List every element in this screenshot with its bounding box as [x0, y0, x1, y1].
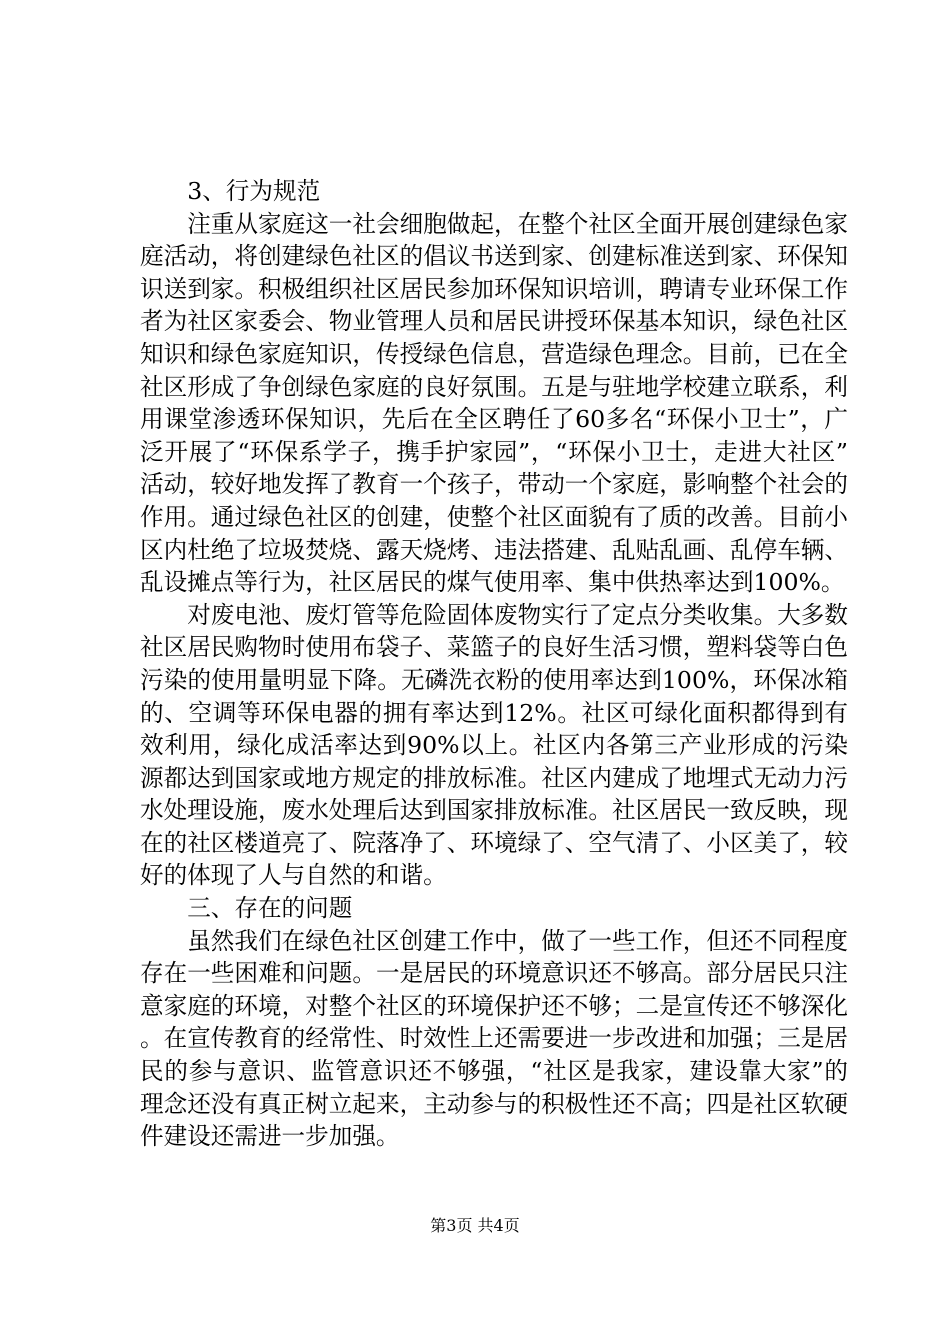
section-heading-existing-problems: 三、存在的问题 — [187, 894, 353, 923]
section-heading-behavior-norms: 3、行为规范 — [187, 177, 321, 205]
body-paragraph-green-family: 注重从家庭这一社会细胞做起，在整个社区全面开展创建绿色家庭活动，将创建绿色社区的倡议书送到家、创建标准送到家、环保知识送到家。积极组织社区居民参加环保知识培训，聘请专业环保工作者为社区家委会、物业管理人员和居民讲授环保基本知识，绿色社区知识和绿色家庭知识，传授绿色信息，营造绿色理念。目前，已在全社区形成了争创绿色家庭的良好氛围。五是与驻地学校建立联系，利用课堂渗透环保知识，先后在全区聘任了60多名“环保小卫士”，广泛开展了“环保系学子，携手护家园”，“环保小卫士，走进大社区”活动，较好地发挥了教育一个孩子，带动一个家庭，影响整个社会的作用。通过绿色社区的创建，使整个社区面貌有了质的改善。目前小区内杜绝了垃圾焚烧、露天烧烤、违法搭建、乱贴乱画、乱停车辆、乱设摊点等行为，社区居民的煤气使用率、集中供热率达到100%。 — [140, 209, 848, 597]
document-body — [140, 175, 848, 1153]
body-paragraph-waste-collection: 对废电池、废灯管等危险固体废物实行了定点分类收集。大多数社区居民购物时使用布袋子、菜篮子的良好生活习惯，塑料袋等白色污染的使用量明显下降。无磷洗衣粉的使用率达到100%，环保冰箱的、空调等环保电器的拥有率达到12%。社区可绿化面积都得到有效利用，绿化成活率达到90%以上。社区内各第三产业形成的污染源都达到国家或地方规定的排放标准。社区内建成了地埋式无动力污水处理设施，废水处理后达到国家排放标准。社区居民一致反映，现在的社区楼道亮了、院落净了、环境绿了、空气清了、小区美了，较好的体现了人与自然的和谐。 — [140, 600, 848, 890]
page-number-footer: 第3页 共4页 — [430, 1216, 520, 1235]
body-paragraph-problems: 虽然我们在绿色社区创建工作中，做了一些工作，但还不同程度存在一些困难和问题。一是居民的环境意识还不够高。部分居民只注意家庭的环境，对整个社区的环境保护还不够；二是宣传还不够深化。在宣传教育的经常性、时效性上还需要进一步改进和加强；三是居民的参与意识、监管意识还不够强，“社区是我家，建设靠大家”的理念还没有真正树立起来，主动参与的积极性还不高；四是社区软硬件建设还需进一步加强。 — [140, 926, 848, 1151]
